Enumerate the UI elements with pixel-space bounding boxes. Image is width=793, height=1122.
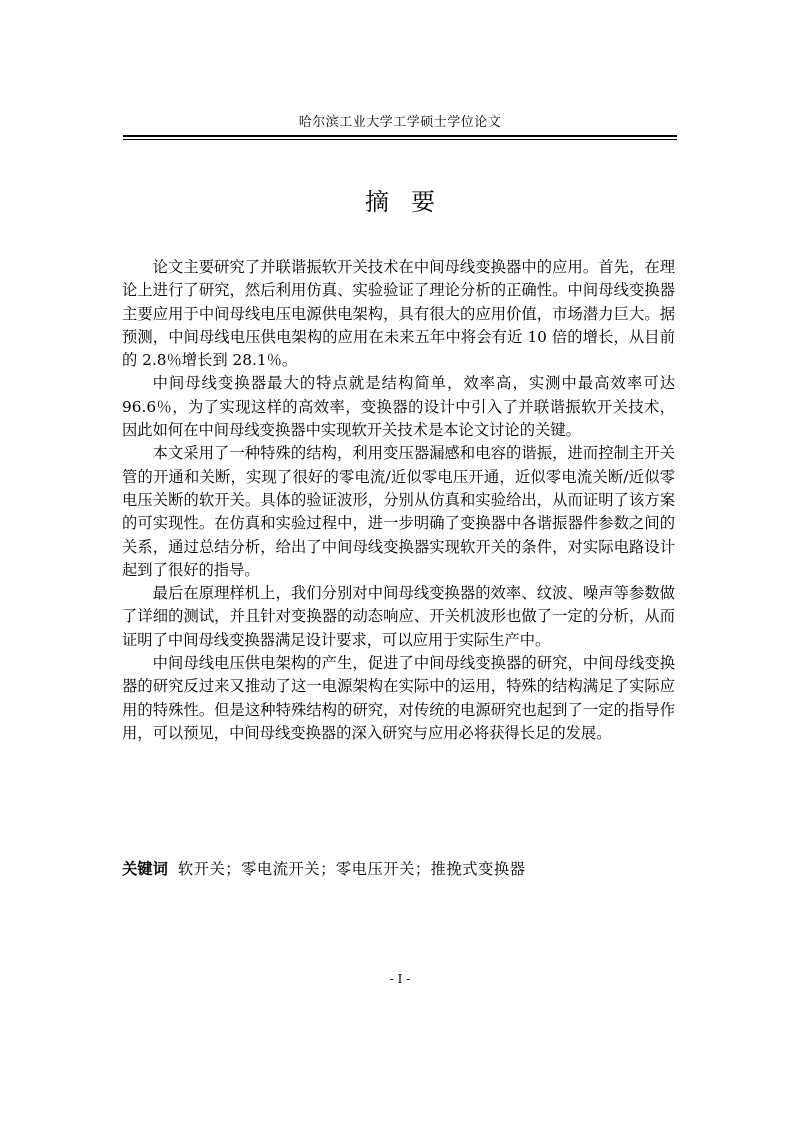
abstract-title: 摘要	[365, 188, 457, 216]
header-rule-thin	[123, 139, 677, 140]
page-header: 哈尔滨工业大学工学硕士学位论文	[298, 115, 502, 130]
abstract-paragraph-1: 论文主要研究了并联谐振软开关技术在中间母线变换器中的应用。首先，在理论上进行了研究，然后利用仿真、实验验证了理论分析的正确性。中间母线变换器主要应用于中间母线电压电源供电架构，具有很大的应用价值，市场潜力巨大。据预测，中间母线电压供电架构的应用在未来五年中将会有近 10 倍的增长，从目前的 2.8％增长到 28.1％。	[122, 258, 675, 370]
page-number: - I -	[389, 972, 411, 986]
keywords-label: 关键词	[122, 860, 168, 878]
keywords-list: 软开关；零电流开关；零电压开关；推挽式变换器	[177, 860, 526, 878]
abstract-paragraph-4: 最后在原理样机上，我们分别对中间母线变换器的效率、纹波、噪声等参数做了详细的测试，并且针对变换器的动态响应、开关机波形也做了一定的分析，从而证明了中间母线变换器满足设计要求，可以应用于实际生产中。	[122, 584, 675, 649]
abstract-body	[122, 256, 675, 745]
abstract-paragraph-3: 本文采用了一种特殊的结构，利用变压器漏感和电容的谐振，进而控制主开关管的开通和关断，实现了很好的零电流/近似零电压开通，近似零电流关断/近似零电压关断的软开关。具体的验证波形，分别从仿真和实验给出，从而证明了该方案的可实现性。在仿真和实验过程中，进一步明确了变换器中各谐振器件参数之间的关系，通过总结分析，给出了中间母线变换器实现软开关的条件，对实际电路设计起到了很好的指导。	[122, 444, 675, 579]
keywords	[122, 858, 675, 881]
abstract-paragraph-2: 中间母线变换器最大的特点就是结构简单，效率高，实测中最高效率可达 96.6％，为了实现这样的高效率，变换器的设计中引入了并联谐振软开关技术，因此如何在中间母线变换器中实现软开关技术是本论文讨论的关键。	[122, 374, 675, 440]
abstract-paragraph-5: 中间母线电压供电架构的产生，促进了中间母线变换器的研究，中间母线变换器的研究反过来又推动了这一电源架构在实际中的运用，特殊的结构满足了实际应用的特殊性。但是这种特殊结构的研究，对传统的电源研究也起到了一定的指导作用，可以预见，中间母线变换器的深入研究与应用必将获得长足的发展。	[122, 654, 675, 742]
header-rule-thick	[123, 135, 677, 137]
